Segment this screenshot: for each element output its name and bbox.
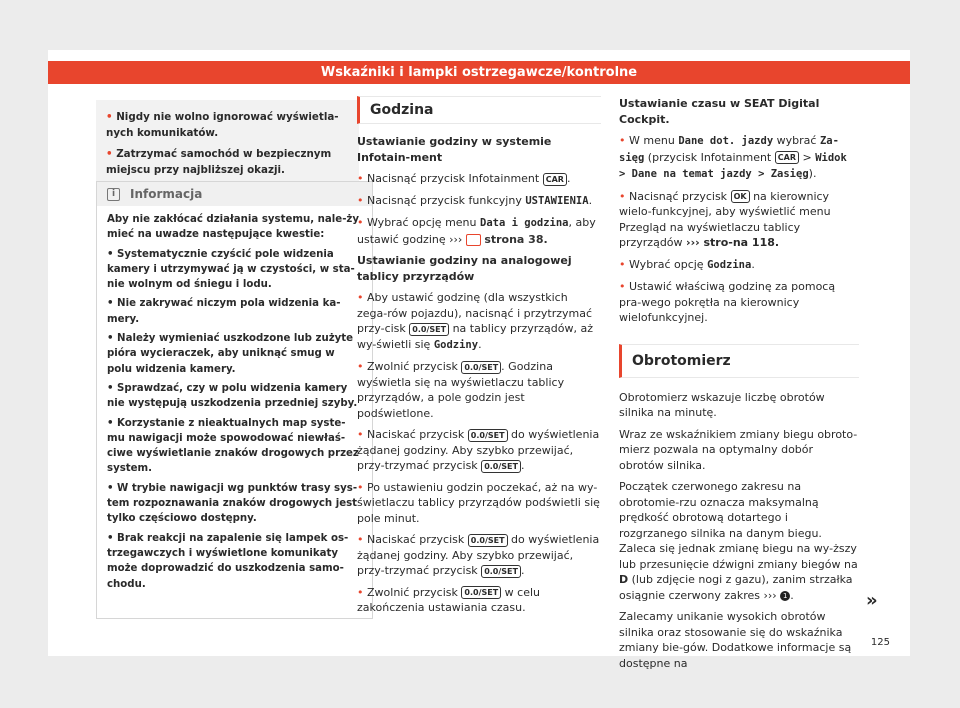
info-item: • Należy wymieniać uszkodzone lub zużyte pióra wycieraczek, aby uniknąć smug w polu widzenia kamery. — [107, 333, 354, 375]
page-header: Wskaźniki i lampki ostrzegawcze/kontrolne — [48, 61, 910, 84]
set-key-icon: 0.0/SET — [468, 429, 508, 442]
step: • Zwolnić przycisk 0.0/SET w celu zakończenia ustawiania czasu. — [357, 585, 541, 614]
right-column — [619, 96, 859, 677]
subheading: Ustawianie czasu w SEAT Digital Cockpit. — [619, 97, 820, 126]
step: • Ustawić właściwą godzinę za pomocą pra-wego pokrętła na kierownicy wielofunkcyjnej. — [619, 280, 836, 324]
step: • Nacisnąć przycisk OK na kierownicy wielo-funkcyjnej, aby wyświetlić menu Przegląd na wyświetlaczu tablicy przyrządów ››› stro-na 118. — [619, 189, 831, 249]
set-key-icon: 0.0/SET — [468, 534, 508, 547]
subheading: Ustawianie godziny w systemie Infotain-ment — [357, 135, 552, 164]
reference-dot-icon: 1 — [780, 591, 790, 601]
paragraph: Początek czerwonego zakresu na obrotomie-rzu oznacza maksymalną prędkość obrotową dotartego i rozgrzanego silnika na danym biegu. Zaleca się jednak zmianę biegu na wy-ższy lub przesunięcie dźwigni zmiany biegów na D (lub zdjęcie nogi z gazu), zanim strzałka osiągnie czerwony zakres ››› 1 . — [619, 480, 858, 602]
warning-item: • Zatrzymać samochód w bezpiecznym miejscu przy najbliższej okazji. — [106, 148, 332, 176]
godzina-column — [357, 96, 601, 622]
step: • Naciskać przycisk 0.0/SET do wyświetlenia żądanej godziny. Aby szybko przewijać, przy-trzymać przycisk 0.0/SET . — [357, 533, 600, 577]
info-item: • Brak reakcji na zapalenie się lampek os-trzegawczych i wyświetlone komunikaty może doprowadzić do uszkodzenia samo-chodu. — [107, 532, 349, 590]
paragraph: Zalecamy unikanie wysokich obrotów silnika oraz stosowanie się do wskaźnika zmiany bie-gów. Dodatkowe informacje są dostępne na — [619, 610, 852, 670]
info-icon: i — [107, 188, 120, 201]
info-item: • Nie zakrywać niczym pola widzenia ka-mery. — [107, 298, 341, 325]
warning-box — [96, 100, 359, 188]
step: • Aby ustawić godzinę (dla wszystkich zega-rów pojazdu), nacisnąć i przytrzymać przy-cisk 0.0/SET na tablicy przyrządów, aż wy-świetli się Godziny. — [357, 291, 594, 351]
subheading: Ustawianie godziny na analogowej tablicy przyrządów — [357, 254, 572, 283]
info-item: • Korzystanie z nieaktualnych map syste-mu nawigacji może spowodować niewłaś-ciwe wyświetlanie znaków drogowych przez system. — [107, 417, 359, 475]
step: • Wybrać opcję Godzina. — [619, 257, 755, 271]
set-key-icon: 0.0/SET — [461, 586, 501, 599]
step: • Zwolnić przycisk 0.0/SET . Godzina wyświetla się na wyświetlaczu tablicy przyrządów, a pole godzin jest podświetlone. — [357, 360, 565, 420]
info-item: • W trybie nawigacji wg punktów trasy sys-tem rozpoznawania znaków drogowych jest tylko częściowo dostępny. — [107, 482, 358, 525]
continue-arrow-icon: » — [866, 590, 878, 611]
paragraph: Wraz ze wskaźnikiem zmiany biegu obroto-mierz pozwala na optymalny dobór obrotów silnika. — [619, 427, 858, 472]
page-number: 125 — [870, 637, 890, 648]
step: • Po ustawieniu godzin poczekać, aż na wy-świetlaczu tablicy przyrządów podświetli się pole minut. — [357, 480, 600, 525]
warning-item: • Nigdy nie wolno ignorować wyświetla-nych komunikatów. — [106, 111, 339, 139]
step: • Nacisnąć przycisk Infotainment CAR . — [357, 172, 571, 185]
set-key-icon: 0.0/SET — [481, 565, 521, 578]
info-box — [96, 181, 373, 619]
step: • Nacisnąć przycisk funkcyjny USTAWIENIA. — [357, 193, 593, 207]
ok-key-icon: OK — [731, 190, 750, 203]
info-header — [97, 182, 372, 206]
page — [48, 50, 910, 670]
step: • Wybrać opcję menu Data i godzina, aby ustawić godzinę ››› strona 38. — [357, 216, 596, 246]
set-key-icon: 0.0/SET — [461, 361, 501, 374]
info-title: Informacja — [130, 187, 203, 201]
section-heading-godzina: Godzina — [357, 96, 601, 124]
car-key-icon: CAR — [543, 173, 567, 186]
set-key-icon: 0.0/SET — [481, 460, 521, 473]
step: • Naciskać przycisk 0.0/SET do wyświetlenia żądanej godziny. Aby szybko przewijać, przy-trzymać przycisk 0.0/SET . — [357, 428, 600, 472]
book-ref-icon — [466, 234, 481, 246]
set-key-icon: 0.0/SET — [409, 323, 449, 336]
paragraph: Obrotomierz wskazuje liczbę obrotów silnika na minutę. — [619, 390, 825, 419]
car-key-icon: CAR — [775, 151, 799, 164]
info-item: • Sprawdzać, czy w polu widzenia kamery nie występują uszkodzenia przedniej szyby. — [107, 382, 358, 410]
info-intro: Aby nie zakłócać działania systemu, nale-ży mieć na uwadze następujące kwestie: — [107, 214, 359, 241]
info-item: • Systematycznie czyścić pole widzenia kamery i utrzymywać ją w czystości, w sta-nie wolnym od śniegu i lodu. — [107, 248, 355, 291]
section-heading-obrotomierz: Obrotomierz — [619, 344, 859, 378]
step: • W menu Dane dot. jazdy wybrać Za-sięg (przycisk Infotainment CAR > Widok > Dane na temat jazdy > Zasięg). — [619, 134, 847, 180]
info-body — [97, 206, 372, 602]
